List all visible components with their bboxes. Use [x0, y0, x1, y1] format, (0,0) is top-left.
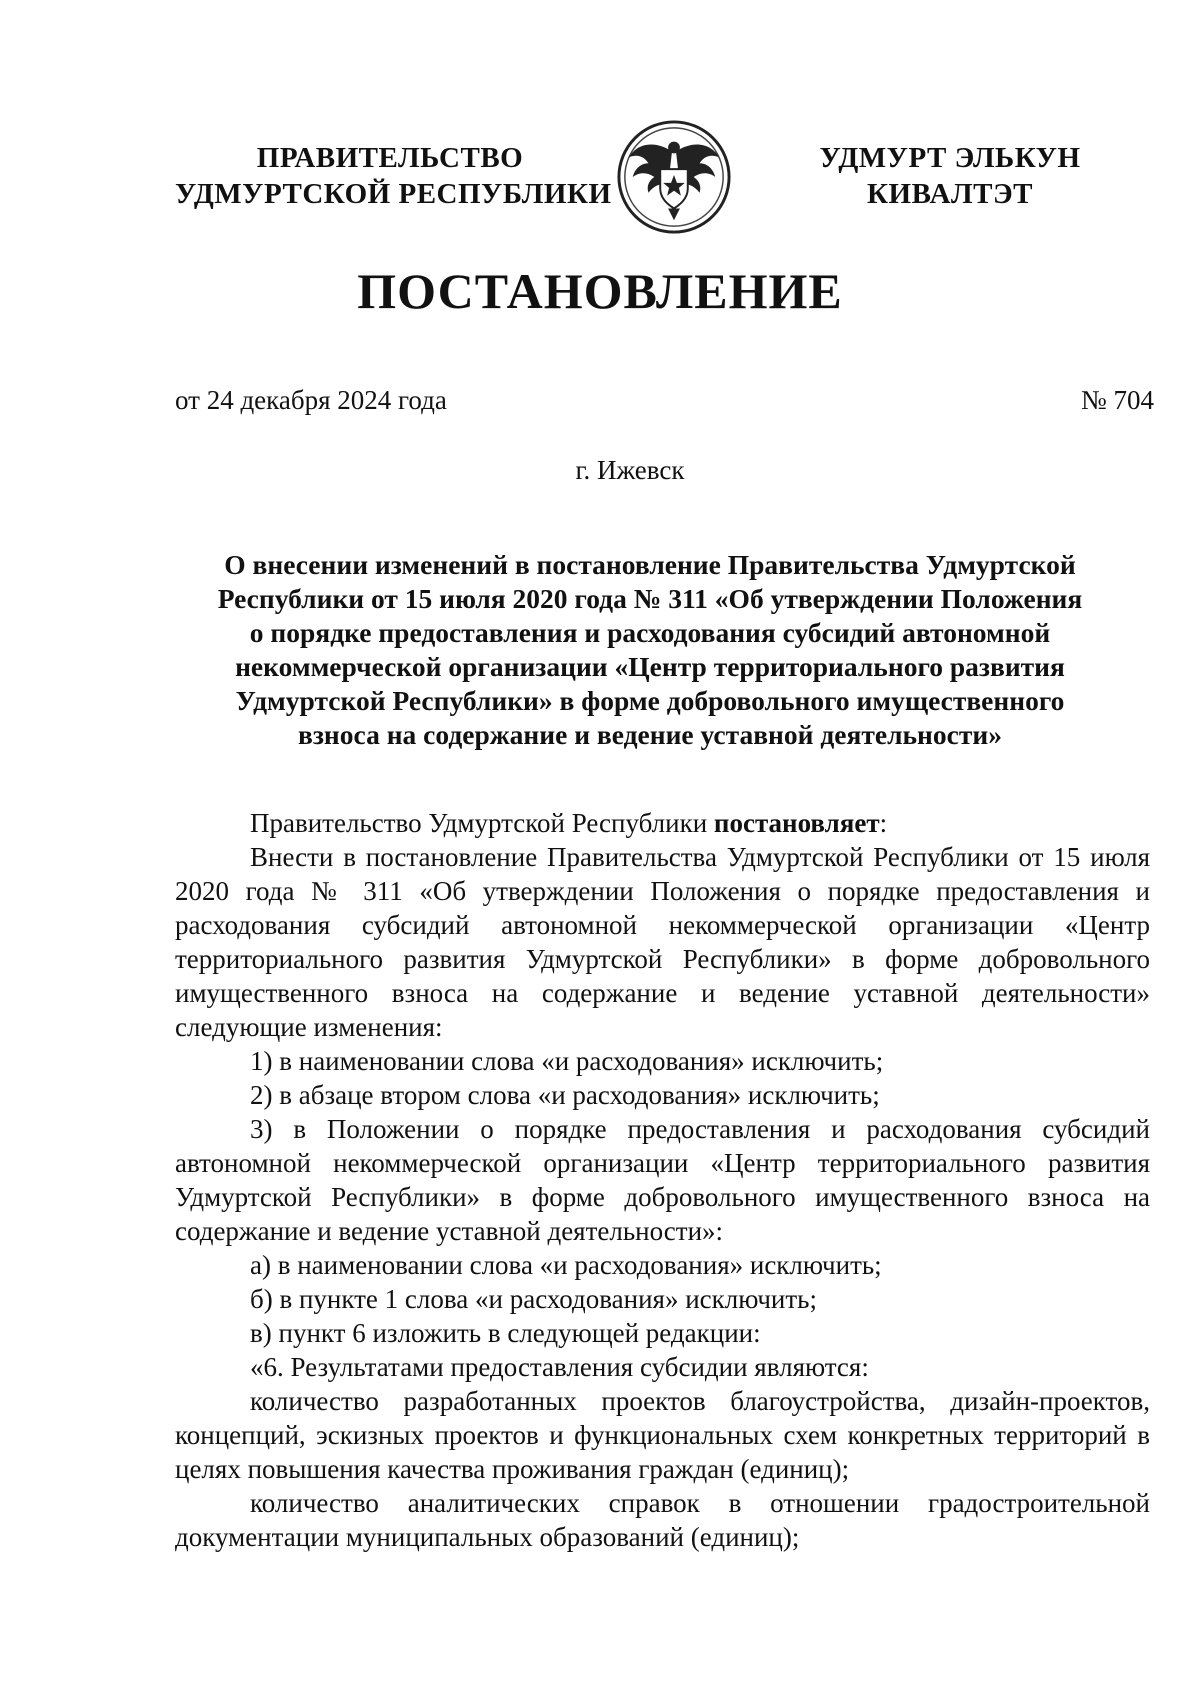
org-name-udmurt-line1: УДМУРТ ЭЛЬКУН: [819, 142, 1081, 174]
document-city: г. Ижевск: [575, 455, 685, 485]
intro-text: Правительство Удмуртской Республики: [250, 808, 714, 838]
body-paragraph: 2) в абзаце втором слова «и расходования» исключить;: [250, 1080, 880, 1110]
org-name-russian-line2: УДМУРТСКОЙ РЕСПУБЛИКИ: [175, 178, 612, 210]
intro-verb: постановляет: [713, 808, 880, 838]
title-line: некоммерческой организации «Центр территориального развития: [235, 651, 1065, 682]
intro-end: :: [879, 808, 888, 838]
title-line: о порядке предоставления и расходования субсидий автономной: [249, 617, 1051, 648]
document-number: № 704: [1080, 385, 1154, 415]
document-body: [175, 806, 1150, 1554]
document-title: [175, 548, 1125, 752]
title-line: Удмуртской Республики» в форме добровольного имущественного: [235, 685, 1065, 716]
body-paragraph: количество аналитических справок в отношении градостроительной документации муниципальных образований (единиц);: [175, 1488, 1150, 1552]
body-paragraph: 1) в наименовании слова «и расходования» исключить;: [250, 1046, 884, 1076]
org-name-russian-line1: ПРАВИТЕЛЬСТВО: [256, 142, 524, 174]
title-line: Республики от 15 июля 2020 года № 311 «Об утверждении Положения: [217, 583, 1083, 614]
document-date: от 24 декабря 2024 года: [175, 385, 447, 415]
org-name-russian: [175, 140, 612, 212]
body-paragraph: 3) в Положении о порядке предоставления и расходования субсидий автономной некоммерческой организации «Центр территориального развития Удмуртской Республики» в форме добровольного имущественного взноса на содержание и ведение уставной деятельности»:: [175, 1114, 1150, 1246]
coat-of-arms-icon: [615, 118, 733, 236]
body-paragraph: б) в пункте 1 слова «и расходования» исключить;: [250, 1284, 817, 1314]
intro-paragraph: [175, 806, 1150, 840]
body-paragraph: а) в наименовании слова «и расходования» исключить;: [250, 1250, 882, 1280]
body-paragraph: Внести в постановление Правительства Удмуртской Республики от 15 июля 2020 года № 311 «Об утверждении Положения о порядке предоставления и расходования субсидий автономной некоммерческой организации «Центр территориального развития Удмуртской Республики» в форме добровольного имущественного взноса на содержание и ведение уставной деятельности» следующие изменения:: [175, 842, 1150, 1042]
body-paragraph: в) пункт 6 изложить в следующей редакции:: [250, 1318, 761, 1348]
body-paragraph: количество разработанных проектов благоустройства, дизайн-проектов, концепций, эскизных проектов и функциональных схем конкретных территорий в целях повышения качества проживания граждан (единиц);: [175, 1386, 1150, 1484]
title-line: О внесении изменений в постановление Правительства Удмуртской: [224, 549, 1076, 580]
org-name-udmurt-line2: КИВАЛТЭТ: [866, 178, 1033, 210]
title-line: взноса на содержание и ведение уставной деятельности»: [298, 719, 1002, 750]
document-type: ПОСТАНОВЛЕНИЕ: [357, 263, 843, 319]
body-paragraph: «6. Результатами предоставления субсидии являются:: [250, 1352, 869, 1382]
org-name-udmurt: [810, 140, 1090, 212]
